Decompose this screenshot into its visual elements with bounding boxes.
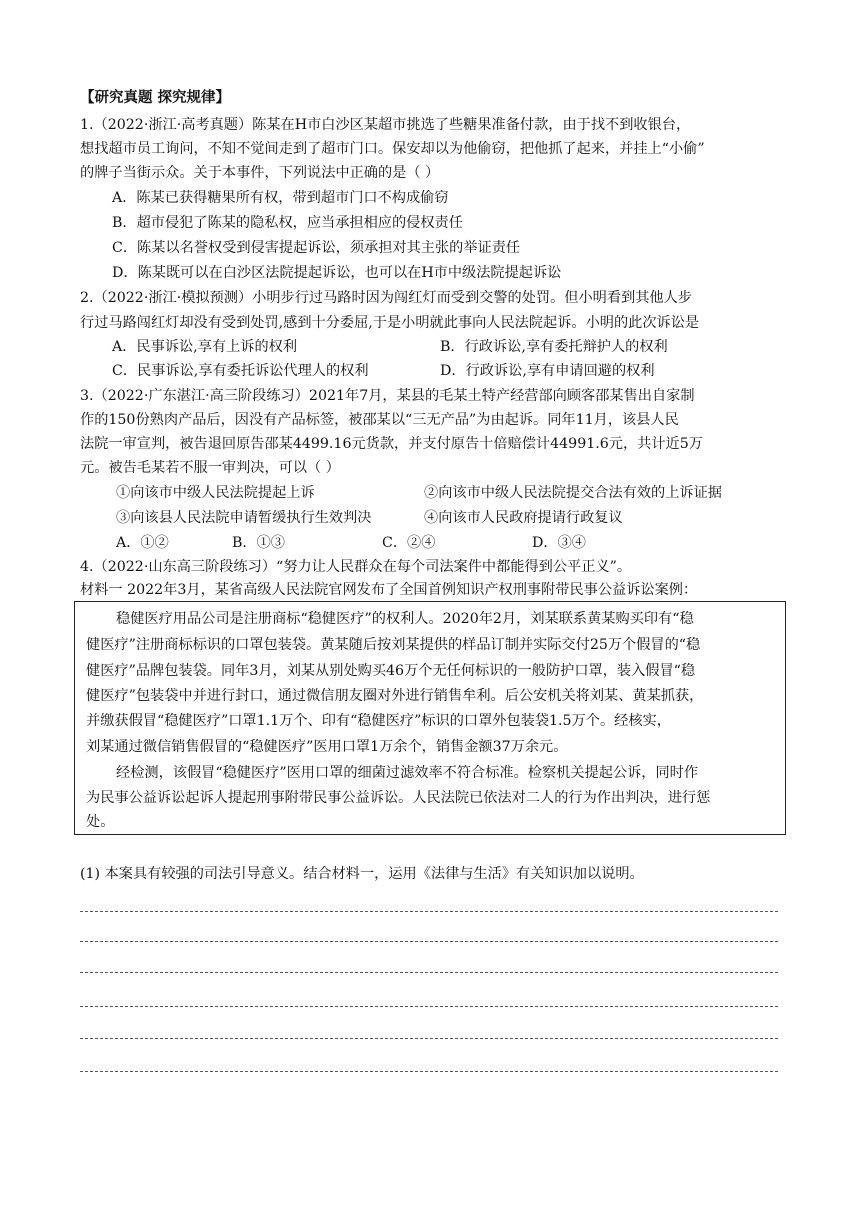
q3-item-1: ①向该市中级人民法院提起上诉 [116, 485, 315, 501]
q2-option-b: B．行政诉讼,享有委托辩护人的权利 [440, 339, 668, 355]
answer-line-5[interactable] [80, 1038, 778, 1039]
answer-line-1[interactable] [80, 911, 778, 912]
q1-option-b: B．超市侵犯了陈某的隐私权，应当承担相应的侵权责任 [112, 215, 463, 231]
q2-option-a: A．民事诉讼,享有上诉的权利 [112, 339, 298, 355]
q4-material-intro: 材料一 2022年3月，某省高级人民法院官网发布了全国首例知识产权刑事附带民事公益诉讼案例： [80, 582, 698, 598]
q3-option-a: A．①② [116, 535, 169, 551]
q1-stem-line-3: 的牌子当街示众。关于本事件，下列说法中正确的是（ ） [80, 165, 440, 181]
answer-line-6[interactable] [80, 1071, 778, 1072]
answer-line-3[interactable] [80, 972, 778, 973]
material-p1-line-5: 并缴获假冒“稳健医疗”口罩1.1万个、印有“稳健医疗”标识的口罩外包装袋1.5万个。经核实， [86, 713, 671, 729]
q3-item-4: ④向该市人民政府提请行政复议 [424, 510, 623, 526]
q3-stem-line-4: 元。被告毛某若不服一审判决，可以（ ） [80, 460, 340, 476]
material-p1-line-2: 健医疗”注册商标标识的口罩包装袋。黄某随后按刘某提供的样品订制并实际交付25万个假冒的“稳 [86, 637, 701, 653]
q3-option-b: B．①③ [232, 535, 285, 551]
q3-option-d: D．③④ [532, 535, 586, 551]
q3-item-2: ②向该市中级人民法院提交合法有效的上诉证据 [424, 485, 722, 501]
q1-option-c: C．陈某以名誉权受到侵害提起诉讼，须承担对其主张的举证责任 [112, 240, 521, 256]
q3-stem-line-3: 法院一审宣判，被告退回原告邵某4499.16元货款，并支付原告十倍赔偿计44991.6元，共计近5万 [80, 436, 703, 452]
q1-option-d: D．陈某既可以在白沙区法院提起诉讼，也可以在H市中级法院提起诉讼 [112, 265, 562, 281]
q3-stem-line-2: 作的150份熟肉产品后，因没有产品标签，被邵某以“三无产品”为由起诉。同年11月，该县人民 [80, 412, 679, 428]
section-heading: 【研究真题 探究规律】 [80, 90, 231, 106]
q1-stem-line-1: 1.（2022·浙江·高考真题）陈某在H市白沙区某超市挑选了些糖果准备付款，由于找不到收银台， [80, 117, 691, 133]
material-p2-line-2: 为民事公益诉讼起诉人提起刑事附带民事公益诉讼。人民法院已依法对二人的行为作出判决，进行惩 [86, 790, 711, 806]
q4-subquestion-1: (1) 本案具有较强的司法引导意义。结合材料一，运用《法律与生活》有关知识加以说明。 [80, 866, 644, 882]
q4-stem-line-1: 4.（2022·山东高三阶段练习）“努力让人民群众在每个司法案件中都能得到公平正义”。 [80, 559, 632, 575]
material-p2-line-1: 经检测，该假冒“稳健医疗”医用口罩的细菌过滤效率不符合标准。检察机关提起公诉，同时作 [116, 765, 699, 781]
q1-stem-line-2: 想找超市员工询问，不知不觉间走到了超市门口。保安却以为他偷窃，把他抓了起来，并挂上“小偷” [80, 141, 705, 157]
material-p1-line-1: 稳健医疗用品公司是注册商标“稳健医疗”的权利人。2020年2月，刘某联系黄某购买印有“稳 [116, 611, 694, 627]
q2-stem-line-1: 2.（2022·浙江·模拟预测）小明步行过马路时因为闯红灯而受到交警的处罚。但小明看到其他人步 [80, 290, 692, 306]
answer-line-4[interactable] [80, 1006, 778, 1007]
q3-stem-line-1: 3.（2022·广东湛江·高三阶段练习）2021年7月，某县的毛某土特产经营部向顾客邵某售出自家制 [80, 388, 695, 404]
q2-stem-line-2: 行过马路闯红灯却没有受到处罚,感到十分委屈,于是小明就此事向人民法院起诉。小明的此次诉讼是 [80, 315, 700, 331]
q1-option-a: A．陈某已获得糖果所有权，带到超市门口不构成偷窃 [112, 190, 449, 206]
material-p1-line-6: 刘某通过微信销售假冒的“稳健医疗”医用口罩1万余个，销售金额37万余元。 [86, 739, 568, 755]
answer-line-2[interactable] [80, 941, 778, 942]
q2-option-c: C．民事诉讼,享有委托诉讼代理人的权利 [112, 363, 369, 379]
q3-option-c: C．②④ [382, 535, 436, 551]
material-p1-line-4: 健医疗”包装袋中并进行封口，通过微信朋友圈对外进行销售牟利。后公安机关将刘某、黄某抓获， [86, 688, 704, 704]
q3-item-3: ③向该县人民法院申请暂缓执行生效判决 [116, 510, 372, 526]
material-p1-line-3: 健医疗”品牌包装袋。同年3月，刘某从别处购买46万个无任何标识的一般防护口罩，装入假冒“稳 [86, 663, 696, 679]
q2-option-d: D．行政诉讼,享有申请回避的权利 [440, 363, 655, 379]
material-p2-line-3: 处。 [86, 814, 115, 830]
